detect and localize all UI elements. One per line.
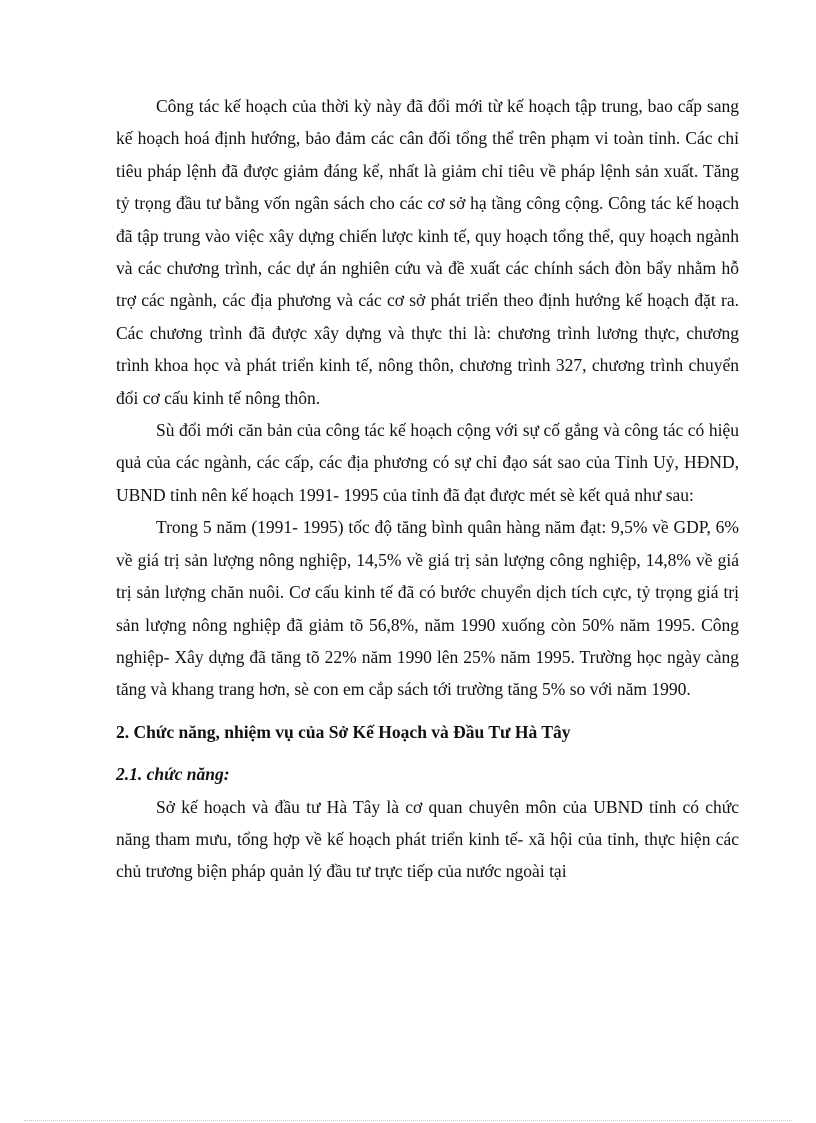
paragraph-function: Sở kế hoạch và đầu tư Hà Tây là cơ quan chuyên môn của UBND tỉnh có chức năng tham mưu, tổng hợp về kế hoạch phát triển kinh tế- xã hội của tỉnh, thực hiện các chủ trương biện pháp quản lý đầu tư trực tiếp của nước ngoài tại [116, 796, 739, 882]
paragraph-planning-reform: Công tác kế hoạch của thời kỳ này đã đổi mới từ kế hoạch tập trung, bao cấp sang kế hoạch hoá định hướng, bảo đảm các cân đối tổng thể trên phạm vi toàn tỉnh. Các chỉ tiêu pháp lệnh đã được giảm đáng kể, nhất là giảm chỉ tiêu về pháp lệnh sản xuất. Tăng tỷ trọng đầu tư bằng vốn ngân sách cho các cơ sở hạ tầng công cộng. Công tác kế hoạch đã tập trung vào việc xây dựng chiến lược kinh tế, quy hoạch tổng thể, quy hoạch ngành và các chương trình, các dự án nghiên cứu và đề xuất các chính sách đòn bẩy nhằm hỗ trợ các ngành, các địa phương và các cơ sở phát triển theo định hướng kế hoạch đặt ra. Các chương trình đã được xây dựng và thực thi là: chương trình lương thực, chương trình khoa học và phát triển kinh tế, nông thôn, chương trình 327, chương trình chuyển đổi cơ cấu kinh tế nông thôn. [116, 96, 739, 408]
paragraph-results-intro: Sù đổi mới căn bản của công tác kế hoạch cộng với sự cố gắng và công tác có hiệu quả của các ngành, các cấp, các địa phương có sự chỉ đạo sát sao của Tỉnh Uỷ, HĐND, UBND tỉnh nên kế hoạch 1991- 1995 của tỉnh đã đạt được mét sè kết quả như sau: [116, 420, 739, 505]
subsection-heading: 2.1. chức năng: [116, 764, 230, 785]
section-heading: 2. Chức năng, nhiệm vụ của Sở Kế Hoạch và Đầu Tư Hà Tây [116, 721, 571, 742]
document-body [116, 90, 739, 888]
page-bottom-rule [24, 1120, 792, 1121]
paragraph-growth-results: Trong 5 năm (1991- 1995) tốc độ tăng bình quân hàng năm đạt: 9,5% về GDP, 6% về giá trị sản lượng nông nghiệp, 14,5% về giá trị sản lượng công nghiệp, 14,8% về giá trị sản lượng chăn nuôi. Cơ cấu kinh tế đã có bước chuyển dịch tích cực, tỷ trọng giá trị sản lượng nông nghiệp đã giảm tõ 56,8%, năm 1990 xuống còn 50% năm 1995. Công nghiệp- Xây dựng đã tăng tõ 22% năm 1990 lên 25% năm 1995. Trường học ngày càng tăng và khang trang hơn, sè con em cắp sách tới trường tăng 5% so với năm 1990. [116, 517, 739, 700]
